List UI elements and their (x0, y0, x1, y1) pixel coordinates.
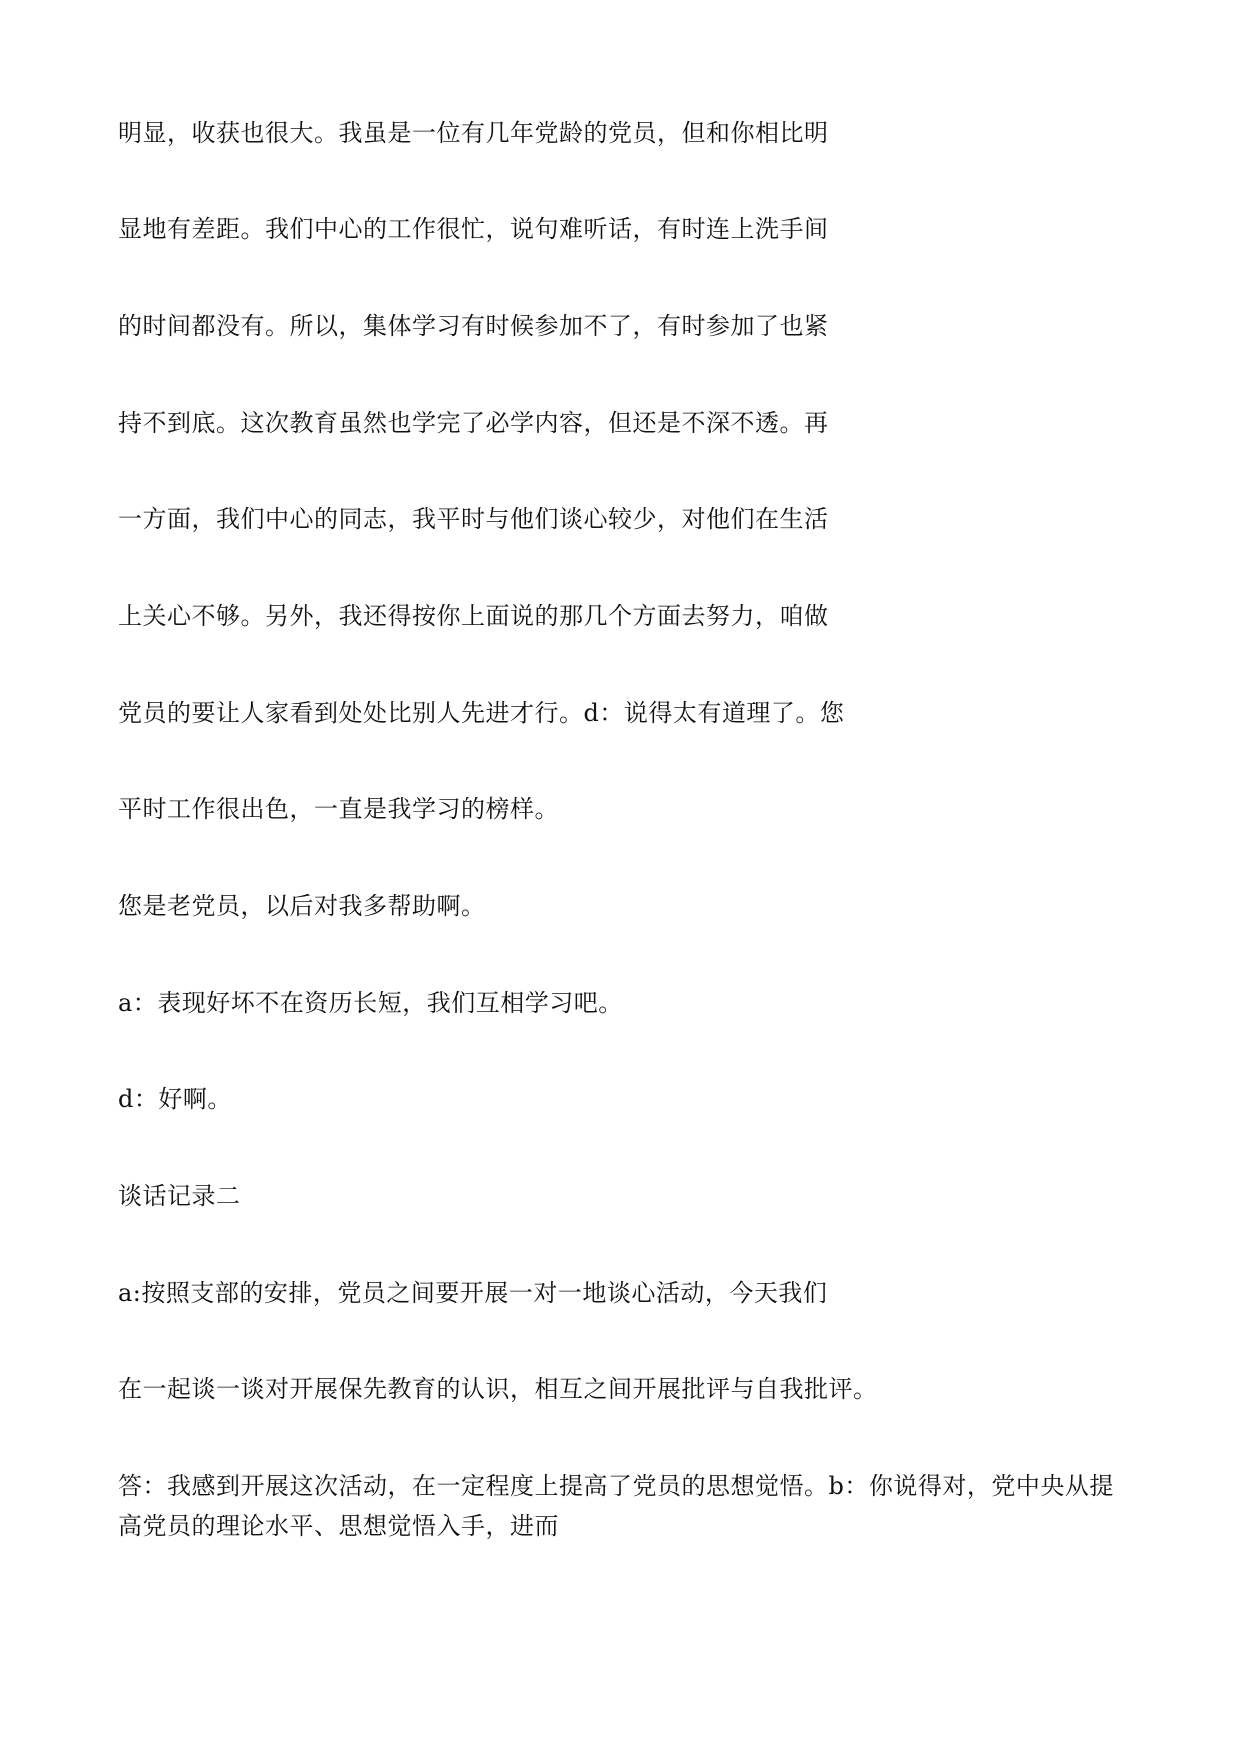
text-line: 上关心不够。另外，我还得按你上面说的那几个方面去努力，咱做 (118, 602, 829, 630)
text-line: 平时工作很出色，一直是我学习的榜样。 (118, 795, 559, 823)
text-line: 持不到底。这次教育虽然也学完了必学内容，但还是不深不透。再 (118, 409, 829, 437)
text-line: d：好啊。 (118, 1085, 232, 1113)
text-line: 一方面，我们中心的同志，我平时与他们谈心较少，对他们在生活 (118, 505, 829, 533)
text-line: 党员的要让人家看到处处比别人先进才行。d：说得太有道理了。您 (118, 699, 845, 727)
section-heading: 谈话记录二 (118, 1182, 241, 1210)
text-line: 明显，收获也很大。我虽是一位有几年党龄的党员，但和你相比明 (118, 119, 829, 147)
text-line: 您是老党员，以后对我多帮助啊。 (118, 892, 486, 920)
text-line: 显地有差距。我们中心的工作很忙，说句难听话，有时连上洗手间 (118, 215, 829, 243)
text-line: 答：我感到开展这次活动，在一定程度上提高了党员的思想觉悟。b：你说得对，党中央从提 (118, 1472, 1114, 1500)
text-line: a:按照支部的安排，党员之间要开展一对一地谈心活动，今天我们 (118, 1279, 828, 1307)
text-line: 在一起谈一谈对开展保先教育的认识，相互之间开展批评与自我批评。 (118, 1375, 878, 1403)
text-line: 高党员的理论水平、思想觉悟入手，进而 (118, 1512, 559, 1540)
text-line: a：表现好坏不在资历长短，我们互相学习吧。 (118, 989, 623, 1017)
text-line: 的时间都没有。所以，集体学习有时候参加不了，有时参加了也紧 (118, 312, 829, 340)
